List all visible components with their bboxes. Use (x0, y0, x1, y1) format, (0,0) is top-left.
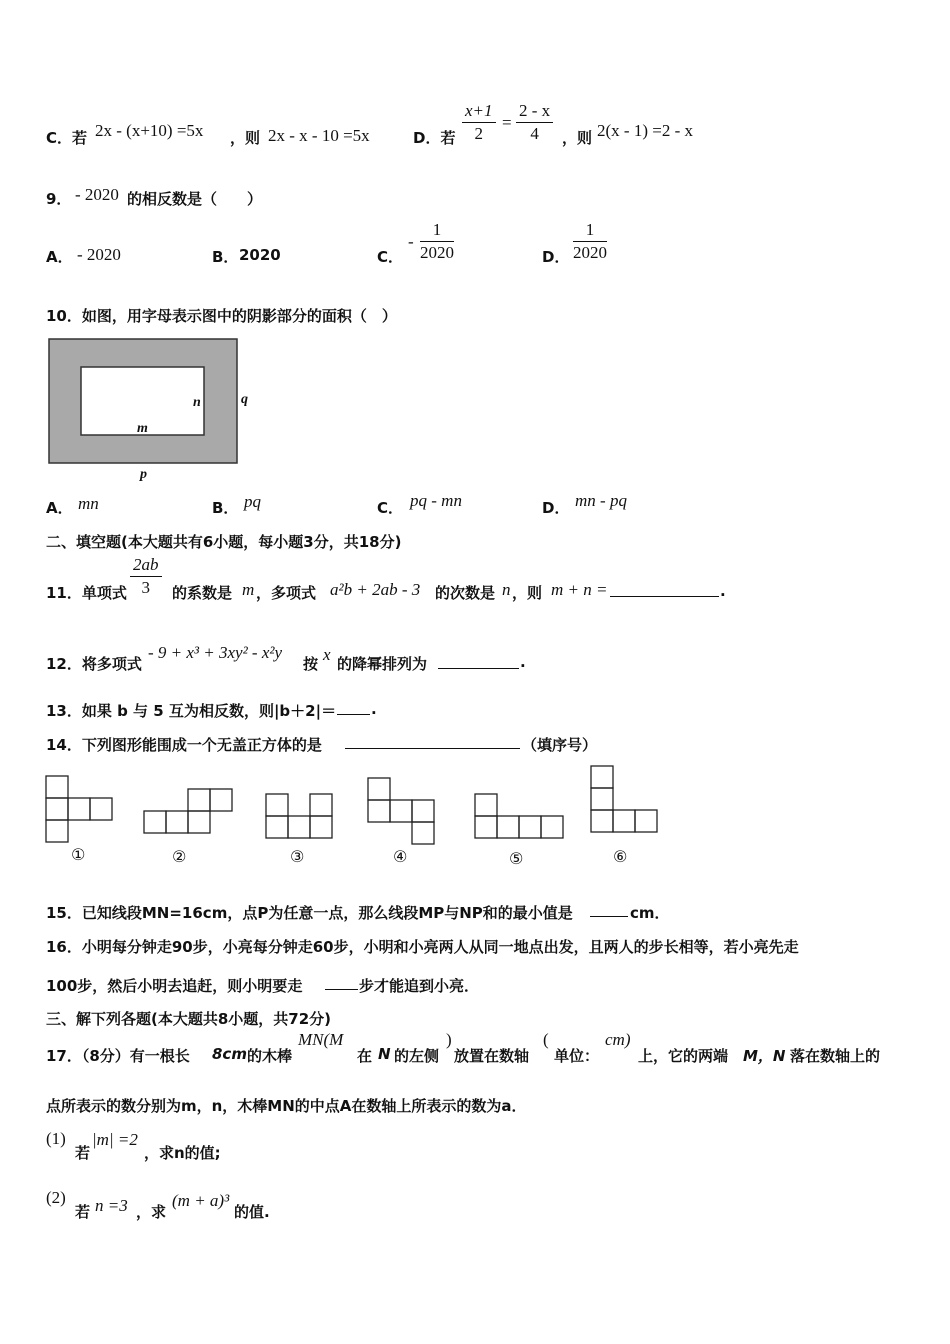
q9-option-d-label: D． (542, 248, 570, 266)
q10-label-m: m (137, 421, 148, 436)
q14-net-4 (368, 778, 434, 844)
q17-part-2-label: (2) (46, 1188, 66, 1207)
q17-text-5: 放置在数轴 (454, 1047, 530, 1065)
section-2-heading: 二、填空题(本大题共有6小题，每小题3分，共18分) (46, 533, 402, 551)
q12-text-1: 12．将多项式 (46, 655, 142, 673)
q17-paren-open: ( (543, 1030, 549, 1049)
q10-option-c-value: pq - mn (410, 491, 462, 510)
q11-text-3: ，多项式 (256, 584, 317, 602)
q12-text-2: 按 (303, 655, 319, 673)
q12-text-3: 的降幂排列为 (337, 655, 428, 673)
q14-net-6 (591, 766, 657, 832)
q11-period: . (720, 582, 726, 600)
q11-n: n (502, 580, 511, 599)
q14-label-3: ③ (290, 847, 305, 866)
q17-unit-cm: cm) (605, 1030, 631, 1049)
q10-option-d-label: D． (542, 499, 570, 517)
q17-part-1-text-1: 若 (75, 1144, 91, 1162)
q11-m: m (242, 580, 255, 599)
q17-part-1-expression: |m| =2 (92, 1130, 138, 1149)
q9-stem: 的相反数是（ ） (127, 190, 263, 208)
q14-text: 14．下列图形能围成一个无盖正方体的是 (46, 736, 322, 754)
q8-option-d-label: D．若 (413, 129, 456, 147)
q17-part-1-text-2: ，求n的值; (144, 1144, 221, 1162)
q10-label-n: n (193, 395, 201, 410)
q8-d-equals: = (502, 113, 512, 132)
q17-n: N (378, 1045, 391, 1063)
fraction-numerator: 2ab (133, 555, 159, 574)
q8-option-c-expr1: 2x - (x+10) =5x (95, 121, 204, 140)
q17-part-2-expression: n =3 (95, 1196, 128, 1215)
q17-part-1-label: (1) (46, 1129, 66, 1148)
q17-text-7: 上，它的两端 (638, 1047, 729, 1065)
q9-option-c-sign: - (408, 232, 414, 251)
q10-option-c-label: C． (377, 499, 404, 517)
fraction-numerator: x+1 (465, 101, 493, 120)
q14-label-6: ⑥ (613, 847, 628, 866)
q15-answer-blank[interactable] (590, 902, 628, 917)
q14-label-1: ① (71, 845, 86, 864)
q14-label-4: ④ (393, 847, 408, 866)
q11-text-1: 11．单项式 (46, 584, 127, 602)
q9-option-a-value: - 2020 (77, 245, 121, 264)
q17-part-2-expression-2: (m + a)³ (172, 1191, 230, 1210)
q16-line-1: 16．小明每分钟走90步，小亮每分钟走60步，小明和小亮两人从同一地点出发，且两人的步长相等，若小亮先走 (46, 938, 799, 956)
fraction-denominator: 2020 (420, 243, 454, 262)
fraction-numerator: 1 (585, 220, 595, 239)
q15-tail: cm． (630, 904, 670, 922)
q9-option-b-value: 2020 (239, 246, 281, 264)
q14-tail: （填序号） (522, 736, 598, 754)
fraction-denominator: 3 (141, 578, 150, 597)
q10-label-q: q (241, 392, 248, 407)
q10-label-p: p (140, 467, 147, 482)
q16-line-2a: 100步，然后小明去追赶，则小明要走 (46, 977, 303, 995)
q8-option-d-expr: 2(x - 1) =2 - x (597, 121, 693, 140)
q11-text-4: 的次数是 (435, 584, 496, 602)
q15-text: 15．已知线段MN=16cm，点P为任意一点，那么线段MP与NP和的最小值是 (46, 904, 573, 922)
q13-period: . (371, 700, 377, 718)
q9-option-c-label: C． (377, 248, 404, 266)
q17-text-6: 单位： (554, 1047, 600, 1065)
q10-option-a-label: A． (46, 499, 73, 517)
q14-net-1 (46, 776, 112, 842)
fraction-denominator: 2020 (573, 243, 607, 262)
q16-line-2b: 步才能追到小亮． (359, 977, 480, 995)
q12-period: . (520, 653, 526, 671)
q9-number: 9． (46, 190, 72, 208)
q17-line-2: 点所表示的数分别为m，n，木棒MN的中点A在数轴上所表示的数为a． (46, 1097, 527, 1115)
q17-mn-m: MN(M (298, 1030, 344, 1049)
fraction-numerator: 2 - x (519, 101, 551, 120)
q12-x: x (323, 645, 331, 664)
q14-net-2 (144, 789, 232, 833)
q17-part-2-text-1: 若 (75, 1203, 91, 1221)
q17-paren-close: ) (446, 1030, 452, 1049)
q9-option-a-label: A． (46, 248, 73, 266)
q8-option-d-sep: ，则 (562, 129, 593, 147)
q8-option-c-sep: ，则 (230, 129, 261, 147)
q8-option-c-label: C．若 (46, 129, 88, 147)
q17-text-4: 的左侧 (394, 1047, 440, 1065)
q17-text-8: 落在数轴上的 (790, 1047, 881, 1065)
q14-label-2: ② (172, 847, 187, 866)
q10-stem: 10．如图，用字母表示图中的阴影部分的面积（ ） (46, 307, 397, 325)
q17-part-2-text-2: ，求 (136, 1203, 167, 1221)
q16-answer-blank[interactable] (325, 975, 358, 990)
q14-label-5: ⑤ (509, 849, 524, 868)
q10-option-d-value: mn - pq (575, 491, 627, 510)
fraction-denominator: 2 (474, 124, 484, 143)
q17-text-1: 17．（8分）有一根长 (46, 1047, 190, 1065)
fraction-numerator: 1 (432, 220, 442, 239)
q8-option-c-expr2: 2x - x - 10 =5x (268, 126, 370, 145)
fraction-denominator: 4 (530, 124, 539, 143)
q9-option-b-label: B． (212, 248, 239, 266)
q17-part-2-text-3: 的值. (234, 1203, 270, 1221)
q17-text-2: 的木棒 (247, 1047, 293, 1065)
q11-text-5: ，则 (512, 584, 543, 602)
q11-polynomial: a²b + 2ab - 3 (330, 580, 421, 599)
q14-net-3 (266, 794, 332, 838)
q11-text-2: 的系数是 (172, 584, 233, 602)
q12-polynomial: - 9 + x³ + 3xy² - x²y (148, 643, 283, 662)
q10-option-b-value: pq (244, 492, 261, 511)
q13-text: 13．如果 b 与 5 互为相反数，则|b＋2|＝ (46, 702, 337, 720)
q11-expression: m + n = (551, 580, 608, 599)
section-3-heading: 三、解下列各题(本大题共8小题，共72分) (46, 1010, 332, 1028)
q17-text-3: 在 (357, 1047, 373, 1065)
q14-net-5 (475, 794, 563, 838)
q10-option-b-label: B． (212, 499, 239, 517)
q17-ends: M，N (743, 1047, 786, 1065)
q10-option-a-value: mn (78, 494, 99, 513)
q9-value: - 2020 (75, 185, 119, 204)
q17-length: 8cm (212, 1045, 247, 1063)
